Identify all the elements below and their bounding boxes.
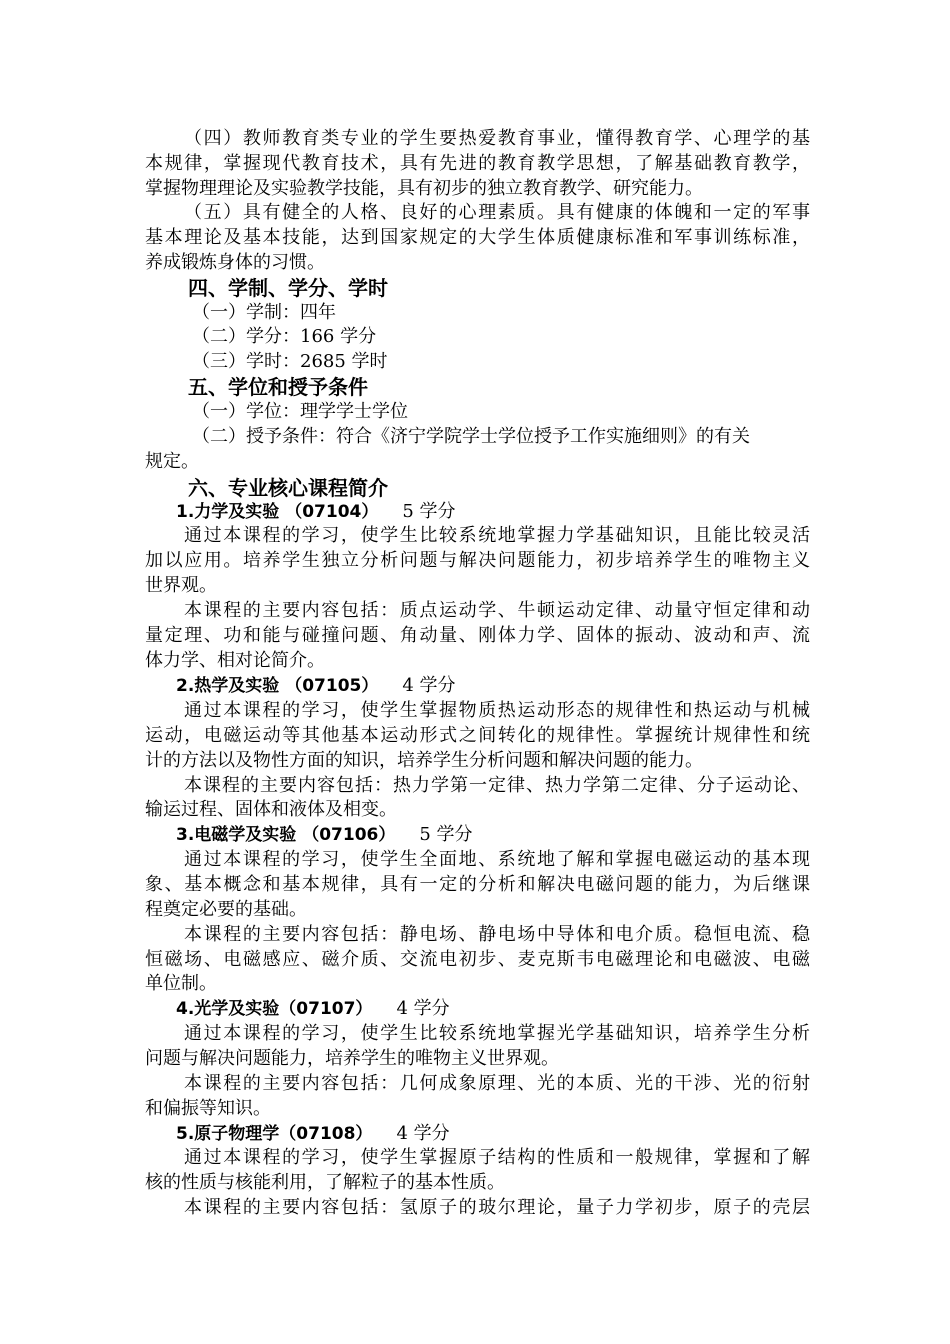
course-title: 4.光学及实验（07107） 4 学分 xyxy=(176,998,450,1019)
paragraph-line: 通过本课程的学习，使学生比较系统地掌握光学基础知识，培养学生分析 xyxy=(184,1023,810,1044)
paragraph-line: 量定理、功和能与碰撞问题、角动量、刚体力学、固体的振动、波动和声、流 xyxy=(145,625,810,646)
paragraph-line: 掌握物理理论及实验教学技能，具有初步的独立教育教学、研究能力。 xyxy=(145,178,703,199)
paragraph-line: 基本理论及基本技能，达到国家规定的大学生体质健康标准和军事训练标准， xyxy=(145,227,810,248)
paragraph-line: 核的性质与核能利用，了解粒子的基本性质。 xyxy=(145,1172,505,1193)
paragraph-line: 本课程的主要内容包括：热力学第一定律、热力学第二定律、分子运动论、 xyxy=(184,775,810,796)
course-title: 5.原子物理学（07108） 4 学分 xyxy=(176,1123,450,1144)
list-item: （一）学位：理学学士学位 xyxy=(192,401,408,422)
course-title: 2.热学及实验 （07105） 4 学分 xyxy=(176,675,456,696)
section-heading: 六、专业核心课程简介 xyxy=(188,476,388,500)
list-item: （一）学制：四年 xyxy=(192,302,336,323)
paragraph-line: 问题与解决问题能力，培养学生的唯物主义世界观。 xyxy=(145,1048,559,1069)
paragraph-line: 输运过程、固体和液体及相变。 xyxy=(145,799,397,820)
paragraph-line: 象、基本概念和基本规律，具有一定的分析和解决电磁问题的能力，为后继课 xyxy=(145,874,810,895)
paragraph-line: 世界观。 xyxy=(145,575,217,596)
paragraph-line: 养成锻炼身体的习惯。 xyxy=(145,252,325,273)
paragraph-line: （四）教师教育类专业的学生要热爱教育事业，懂得教育学、心理学的基 xyxy=(184,128,810,149)
paragraph-line: 恒磁场、电磁感应、磁介质、交流电初步、麦克斯韦电磁理论和电磁波、电磁 xyxy=(145,949,810,970)
paragraph-line: 通过本课程的学习，使学生掌握物质热运动形态的规律性和热运动与机械 xyxy=(184,700,810,721)
paragraph-line: 加以应用。培养学生独立分析问题与解决问题能力，初步培养学生的唯物主义 xyxy=(145,550,810,571)
section-heading: 四、学制、学分、学时 xyxy=(188,276,388,300)
section-heading: 五、学位和授予条件 xyxy=(188,375,368,399)
list-item: （三）学时：2685 学时 xyxy=(192,351,388,372)
paragraph-line: 通过本课程的学习，使学生全面地、系统地了解和掌握电磁运动的基本现 xyxy=(184,849,810,870)
paragraph-line: 本课程的主要内容包括：质点运动学、牛顿运动定律、动量守恒定律和动 xyxy=(184,600,810,621)
paragraph-line: 单位制。 xyxy=(145,973,217,994)
paragraph-line: 通过本课程的学习，使学生比较系统地掌握力学基础知识，且能比较灵活 xyxy=(184,525,810,546)
paragraph-line: 体力学、相对论简介。 xyxy=(145,650,325,671)
paragraph-line: 和偏振等知识。 xyxy=(145,1098,271,1119)
paragraph-line: （五）具有健全的人格、良好的心理素质。具有健康的体魄和一定的军事 xyxy=(184,202,810,223)
course-title: 3.电磁学及实验 （07106） 5 学分 xyxy=(176,824,473,845)
paragraph-line: 通过本课程的学习，使学生掌握原子结构的性质和一般规律，掌握和了解 xyxy=(184,1147,810,1168)
paragraph-line: 本课程的主要内容包括：氢原子的玻尔理论，量子力学初步，原子的壳层 xyxy=(184,1197,810,1218)
list-item: （二）学分：166 学分 xyxy=(192,326,377,347)
paragraph-line: 本课程的主要内容包括：静电场、静电场中导体和电介质。稳恒电流、稳 xyxy=(184,924,810,945)
paragraph-line: 运动，电磁运动等其他基本运动形式之间转化的规律性。掌握统计规律性和统 xyxy=(145,725,810,746)
course-title: 1.力学及实验 （07104） 5 学分 xyxy=(176,501,456,522)
paragraph-line: 规定。 xyxy=(145,451,199,472)
paragraph-line: 本课程的主要内容包括：几何成象原理、光的本质、光的干涉、光的衍射 xyxy=(184,1073,810,1094)
paragraph-line: 本规律，掌握现代教育技术，具有先进的教育教学思想，了解基础教育教学， xyxy=(145,153,810,174)
paragraph-line: 计的方法以及物性方面的知识，培养学生分析问题和解决问题的能力。 xyxy=(145,750,703,771)
paragraph-line: 程奠定必要的基础。 xyxy=(145,899,307,920)
list-item: （二）授予条件：符合《济宁学院学士学位授予工作实施细则》的有关 xyxy=(192,426,750,447)
